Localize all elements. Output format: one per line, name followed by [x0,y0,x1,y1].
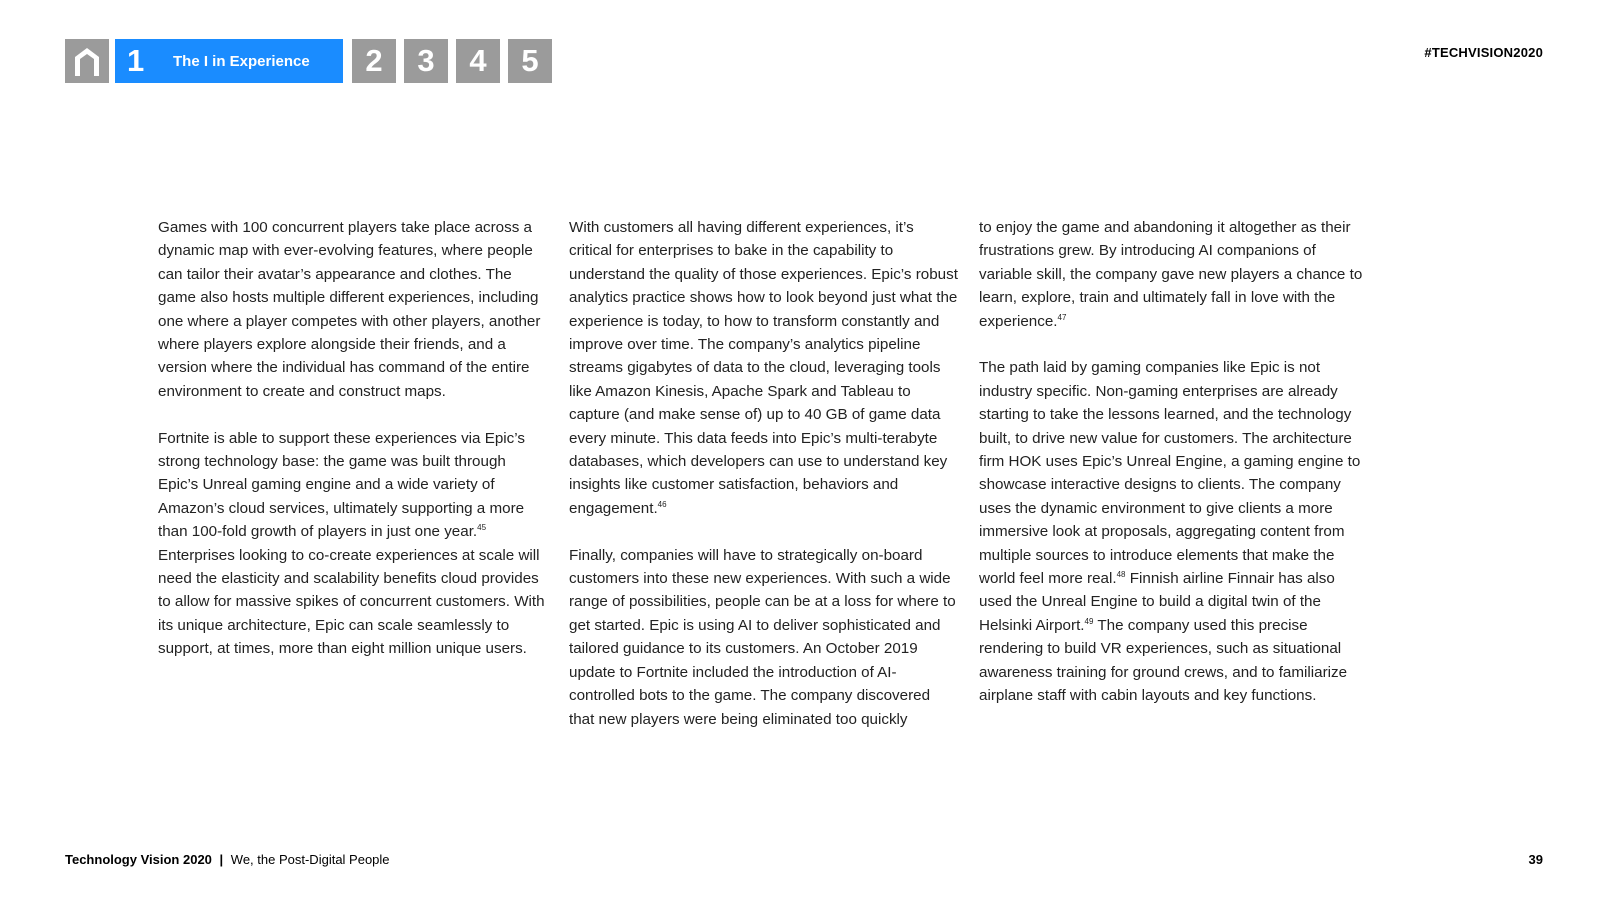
home-icon [72,45,102,77]
footnote-ref[interactable]: 47 [1057,312,1067,322]
paragraph: Finally, companies will have to strategically on-board customers into these new experiences. With such a wide range of possibilities, people can be at a loss for where to get started. Epic is using AI to deliver sophisticated and tailored guidance to its customers. An October 2019 update to Fortnite included the introduction of AI-controlled bots to the game. The company discovered that new players were being eliminated too quickly [569,546,956,728]
footnote-ref[interactable]: 46 [657,499,667,509]
hashtag: #TECHVISION2020 [1424,45,1543,60]
home-button[interactable] [65,39,109,83]
footnote-ref[interactable]: 49 [1084,616,1094,626]
paragraph: The path laid by gaming companies like Epic is not industry specific. Non-gaming enterprises are already starting to take the lessons learned, and the technology built, to drive new value for customers. The architecture firm HOK uses Epic’s Unreal Engine, a gaming engine to showcase interactive designs to clients. The company uses the dynamic environment to give clients a more immersive look at proposals, aggregating content from multiple sources to introduce elements that make the world feel more real.$^{48}$ Finnish airline Finnair has also used the Unreal Engine to build a digital twin of the Helsinki Airport.$^{49}$ The company used this precise rendering to build VR experiences, such as situational awareness training for ground crews, and to familiarize airplane staff with cabin layouts and key functions. [979,359,1361,705]
page-number: 39 [1528,852,1543,867]
chapter-nav [65,39,560,83]
chapter-2-tab[interactable]: 2 [352,39,396,83]
paragraph: Fortnite is able to support these experiences via Epic’s strong technology base: the game was built through Epic’s Unreal gaming engine and a wide variety of Amazon’s cloud services, ultimately supporting a more than 100-fold growth of players in just one year.$^{45}$ Enterprises looking to co-create experiences at scale will need the elasticity and scalability benefits cloud provides to allow for massive spikes of concurrent customers. With its unique architecture, Epic can scale seamlessly to support, at times, more than eight million unique users. [158,429,545,658]
body-column-1 [158,216,548,684]
chapter-5-tab[interactable]: 5 [508,39,552,83]
chapter-3-tab[interactable]: 3 [404,39,448,83]
paragraph: With customers all having different experiences, it’s critical for enterprises to bake in the capability to understand the quality of those experiences. Epic’s robust analytics practice shows how to look beyond just what the experience is today, to how to transform constantly and improve over time. The company’s analytics pipeline streams gigabytes of data to the cloud, leveraging tools like Amazon Kinesis, Apache Spark and Tableau to capture (and make sense of) up to 40 GB of game data every minute. This data feeds into Epic’s multi-terabyte databases, which developers can use to understand key insights like customer satisfaction, behaviors and engagement.$^{46}$ [569,219,958,517]
footer [65,852,390,867]
body-column-2 [569,216,959,754]
chapter-1-label: The I in Experience [173,52,310,70]
chapter-1-number: 1 [127,43,145,78]
body-column-3 [979,216,1369,731]
footer-brand: Technology Vision 2020 [65,852,212,867]
chapter-1-tab[interactable] [115,39,343,83]
footnote-ref[interactable]: 45 [477,523,487,533]
footer-separator: | [219,852,224,867]
footer-subtitle: We, the Post-Digital People [230,852,390,867]
paragraph: to enjoy the game and abandoning it altogether as their frustrations grew. By introducing AI companions of variable skill, the company gave new players a chance to learn, explore, train and ultimately fall in love with the experience.$^{47}$ [979,219,1363,330]
chapter-4-tab[interactable]: 4 [456,39,500,83]
paragraph: Games with 100 concurrent players take place across a dynamic map with ever-evolving features, where people can tailor their avatar’s appearance and clothes. The game also hosts multiple different experiences, including one where a player competes with other players, another where players explore alongside their friends, and a version where the individual has command of the entire environment to create and construct maps. [158,219,541,400]
footnote-ref[interactable]: 48 [1116,570,1126,580]
